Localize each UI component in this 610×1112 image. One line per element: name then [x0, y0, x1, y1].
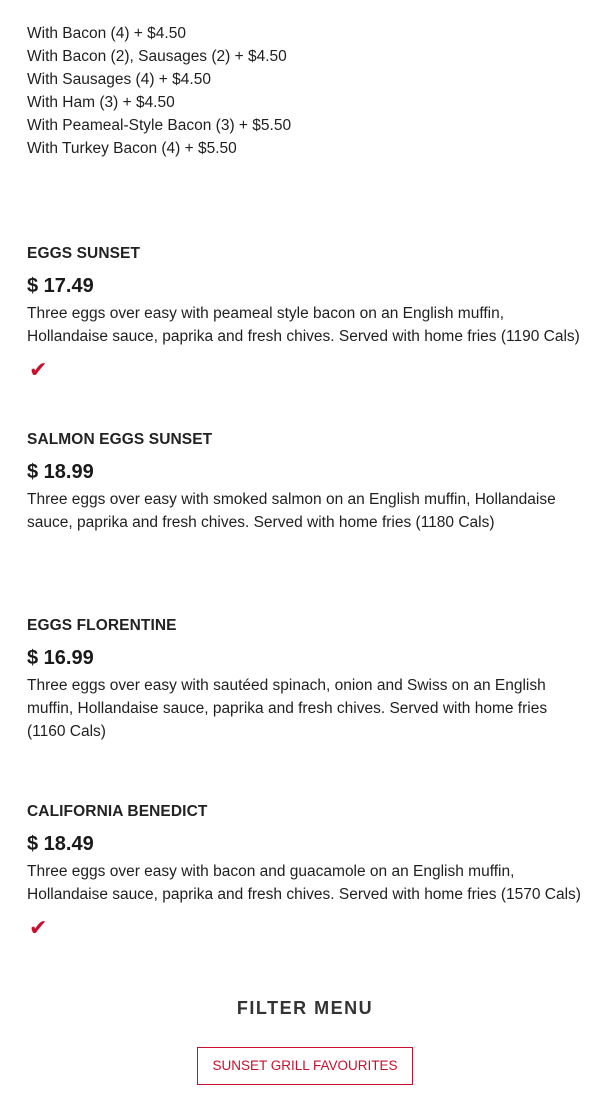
checkmark-icon: ✔ — [29, 915, 48, 940]
item-description: Three eggs over easy with peameal style bacon on an English muffin, Hollandaise sauce, paprika and fresh chives. Served with home fries (1190 Cals) — [27, 305, 580, 345]
addon-options-list — [27, 22, 291, 160]
item-price: $ 18.99 — [27, 461, 94, 483]
item-description: Three eggs over easy with smoked salmon on an English muffin, Hollandaise sauce, paprika and fresh chives. Served with home fries (1180 Cals) — [27, 491, 556, 531]
menu-item-eggs-florentine — [27, 616, 587, 743]
filter-button-container — [0, 1047, 610, 1085]
item-description: Three eggs over easy with bacon and guacamole on an English muffin, Hollandaise sauce, paprika and fresh chives. Served with home fries (1570 Cals) — [27, 863, 581, 903]
item-description: Three eggs over easy with sautéed spinach, onion and Swiss on an English muffin, Hollandaise sauce, paprika and fresh chives. Served with home fries (1160 Cals) — [27, 677, 548, 740]
item-price: $ 17.49 — [27, 275, 94, 297]
addon-option: With Bacon (2), Sausages (2) + $4.50 — [27, 48, 287, 65]
item-price: $ 18.49 — [27, 833, 94, 855]
addon-option: With Turkey Bacon (4) + $5.50 — [27, 140, 237, 157]
addon-option: With Ham (3) + $4.50 — [27, 94, 175, 111]
filter-menu-title: FILTER MENU — [236, 998, 374, 1018]
menu-item-eggs-sunset — [27, 244, 587, 382]
menu-item-salmon-eggs-sunset — [27, 430, 587, 534]
item-name: CALIFORNIA BENEDICT — [27, 803, 208, 820]
item-name: EGGS SUNSET — [27, 245, 141, 262]
item-name: SALMON EGGS SUNSET — [27, 431, 213, 448]
filter-favourites-button[interactable]: SUNSET GRILL FAVOURITES — [197, 1047, 412, 1085]
item-price: $ 16.99 — [27, 647, 94, 669]
addon-option: With Peameal-Style Bacon (3) + $5.50 — [27, 117, 292, 134]
item-name: EGGS FLORENTINE — [27, 617, 177, 634]
checkmark-icon: ✔ — [29, 357, 48, 382]
addon-option: With Bacon (4) + $4.50 — [27, 25, 186, 42]
addon-option: With Sausages (4) + $4.50 — [27, 71, 211, 88]
menu-item-california-benedict — [27, 802, 587, 940]
